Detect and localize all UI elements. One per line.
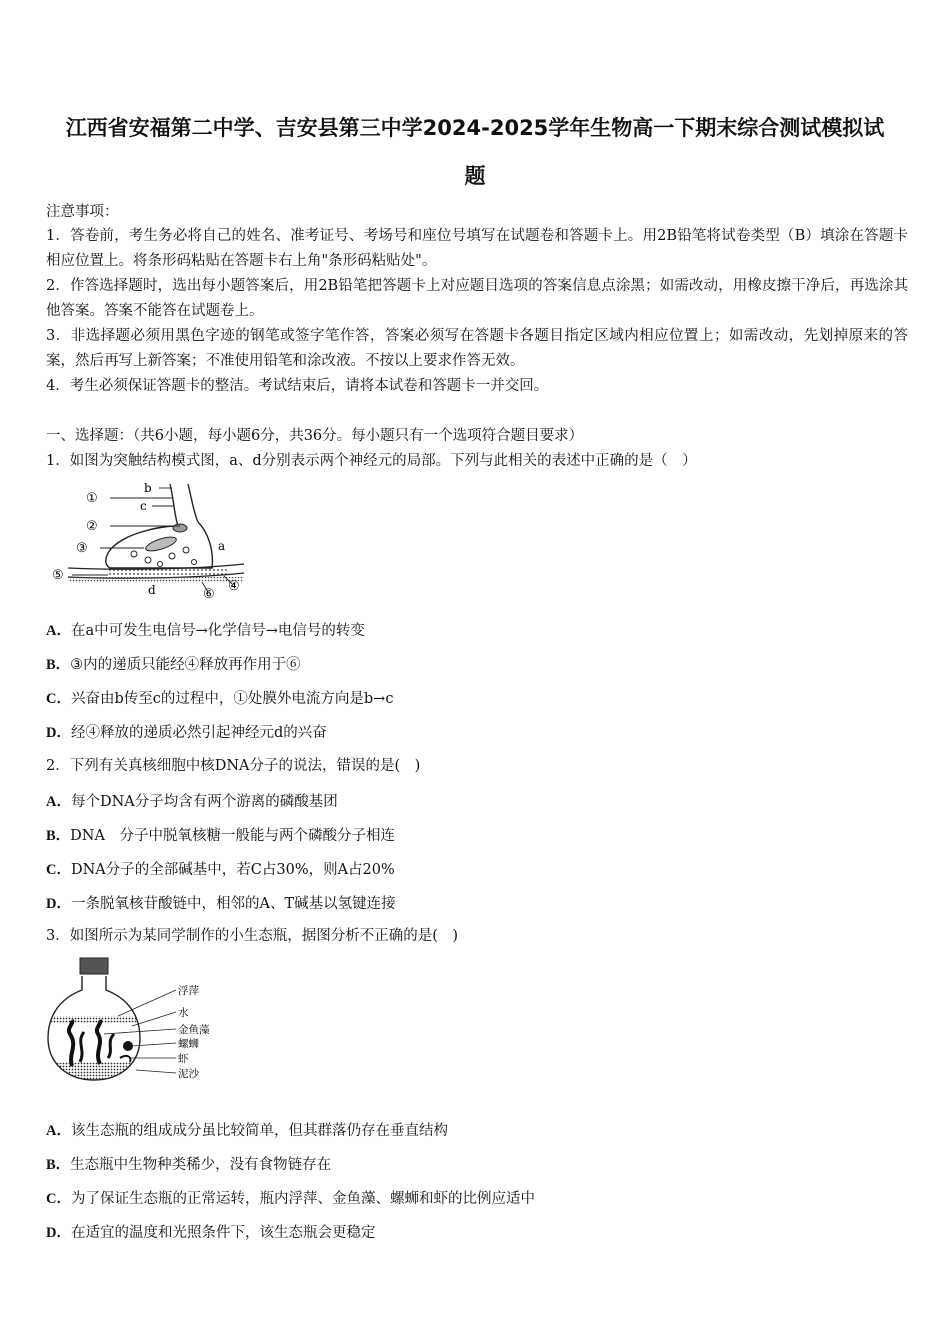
option-letter: B． bbox=[46, 657, 71, 673]
option-letter: A． bbox=[46, 1123, 71, 1139]
synapse-label-b: b bbox=[144, 481, 152, 495]
question-3-stem: 3．如图所示为某同学制作的小生态瓶，据图分析不正确的是( ) bbox=[46, 928, 459, 944]
q3-option-d[interactable] bbox=[46, 1221, 375, 1242]
question-1-stem: 1．如图为突触结构模式图，a、d分别表示两个神经元的局部。下列与此相关的表述中正确的是（ ） bbox=[46, 453, 697, 469]
option-letter: D． bbox=[46, 725, 71, 741]
option-text: 为了保证生态瓶的正常运转，瓶内浮萍、金鱼藻、螺蛳和虾的比例应适中 bbox=[70, 1191, 535, 1207]
bottle-label-shrimp: 虾 bbox=[178, 1053, 189, 1065]
option-text: 一条脱氧核苷酸链中，相邻的A、T碱基以氢键连接 bbox=[70, 896, 396, 912]
q1-option-d[interactable] bbox=[46, 721, 327, 742]
q3-option-c[interactable] bbox=[46, 1187, 535, 1208]
option-letter: B． bbox=[46, 828, 71, 844]
option-letter: A． bbox=[46, 794, 71, 810]
synapse-label-6: ⑥ bbox=[203, 587, 215, 602]
question-2-stem: 2．下列有关真核细胞中核DNA分子的说法，错误的是( ) bbox=[46, 758, 421, 774]
option-text: 在适宜的温度和光照条件下，该生态瓶会更稳定 bbox=[70, 1225, 376, 1241]
option-text: DNA 分子中脱氧核糖一般能与两个磷酸分子相连 bbox=[70, 828, 395, 844]
bottle-label-hornwort: 金鱼藻 bbox=[178, 1024, 210, 1036]
notice-item-4: 4．考生必须保证答题卡的整洁。考试结束后，请将本试卷和答题卡一并交回。 bbox=[46, 378, 549, 394]
option-letter: D． bbox=[46, 1225, 71, 1241]
synapse-label-d: d bbox=[148, 583, 156, 597]
synapse-label-2: ② bbox=[86, 519, 98, 534]
q3-option-b[interactable] bbox=[46, 1153, 331, 1174]
ecosystem-bottle-diagram bbox=[44, 954, 224, 1086]
q2-option-a[interactable] bbox=[46, 790, 338, 811]
option-letter: C． bbox=[46, 862, 71, 878]
q2-option-c[interactable] bbox=[46, 858, 395, 879]
q1-option-a[interactable] bbox=[46, 619, 365, 640]
option-text: 经④释放的递质必然引起神经元d的兴奋 bbox=[70, 725, 327, 741]
option-text: 在a中可发生电信号→化学信号→电信号的转变 bbox=[70, 623, 365, 639]
synapse-label-c: c bbox=[140, 499, 147, 513]
option-letter: A． bbox=[46, 623, 71, 639]
synapse-label-5: ⑤ bbox=[52, 568, 64, 583]
option-letter: B． bbox=[46, 1157, 71, 1173]
option-letter: D． bbox=[46, 896, 71, 912]
option-text: 生态瓶中生物种类稀少，没有食物链存在 bbox=[70, 1157, 332, 1173]
notice-heading: 注意事项： bbox=[46, 204, 119, 220]
option-letter: C． bbox=[46, 1191, 71, 1207]
synapse-label-1: ① bbox=[86, 491, 98, 506]
bottle-label-duckweed: 浮萍 bbox=[178, 985, 199, 997]
bottle-label-water: 水 bbox=[178, 1007, 189, 1019]
bottle-label-sediment: 泥沙 bbox=[178, 1068, 199, 1080]
option-text: 该生态瓶的组成成分虽比较简单，但其群落仍存在垂直结构 bbox=[70, 1123, 448, 1139]
notice-item-2: 2．作答选择题时，选出每小题答案后，用2B铅笔把答题卡上对应题目选项的答案信息点涂黑；如需改动，用橡皮擦干净后，再选涂其他答案。答案不能答在试题卷上。 bbox=[46, 278, 908, 319]
notice-item-1: 1．答卷前，考生务必将自己的姓名、准考证号、考场号和座位号填写在试题卷和答题卡上。用2B铅笔将试卷类型（B）填涂在答题卡相应位置上。将条形码粘贴在答题卡右上角"条形码粘贴处"。 bbox=[46, 228, 908, 269]
option-letter: C． bbox=[46, 691, 71, 707]
option-text: DNA分子的全部碱基中，若C占30%，则A占20% bbox=[70, 862, 395, 878]
q1-option-b[interactable] bbox=[46, 653, 301, 674]
synapse-label-3: ③ bbox=[76, 541, 88, 556]
bottle-label-snail: 螺蛳 bbox=[178, 1038, 199, 1050]
q3-option-a[interactable] bbox=[46, 1119, 448, 1140]
q1-option-c[interactable] bbox=[46, 687, 393, 708]
synapse-label-a: a bbox=[218, 539, 226, 553]
option-text: 兴奋由b传至c的过程中，①处膜外电流方向是b→c bbox=[70, 691, 394, 707]
option-text: 每个DNA分子均含有两个游离的磷酸基团 bbox=[70, 794, 338, 810]
page-title-continued: 题 bbox=[464, 164, 486, 188]
notice-item-3: 3．非选择题必须用黑色字迹的钢笔或签字笔作答，答案必须写在答题卡各题目指定区域内相应位置上；如需改动，先划掉原来的答案，然后再写上新答案；不准使用铅笔和涂改液。不按以上要求作答无效。 bbox=[46, 328, 908, 369]
option-text: ③内的递质只能经④释放再作用于⑥ bbox=[70, 657, 301, 673]
page-title: 江西省安福第二中学、吉安县第三中学2024-2025学年生物高一下期末综合测试模拟试 bbox=[65, 116, 885, 140]
q2-option-b[interactable] bbox=[46, 824, 395, 845]
section-heading: 一、选择题：（共6小题，每小题6分，共36分。每小题只有一个选项符合题目要求） bbox=[46, 428, 584, 444]
synapse-label-4: ④ bbox=[228, 579, 240, 594]
synapse-diagram bbox=[48, 480, 258, 602]
q2-option-d[interactable] bbox=[46, 892, 396, 913]
